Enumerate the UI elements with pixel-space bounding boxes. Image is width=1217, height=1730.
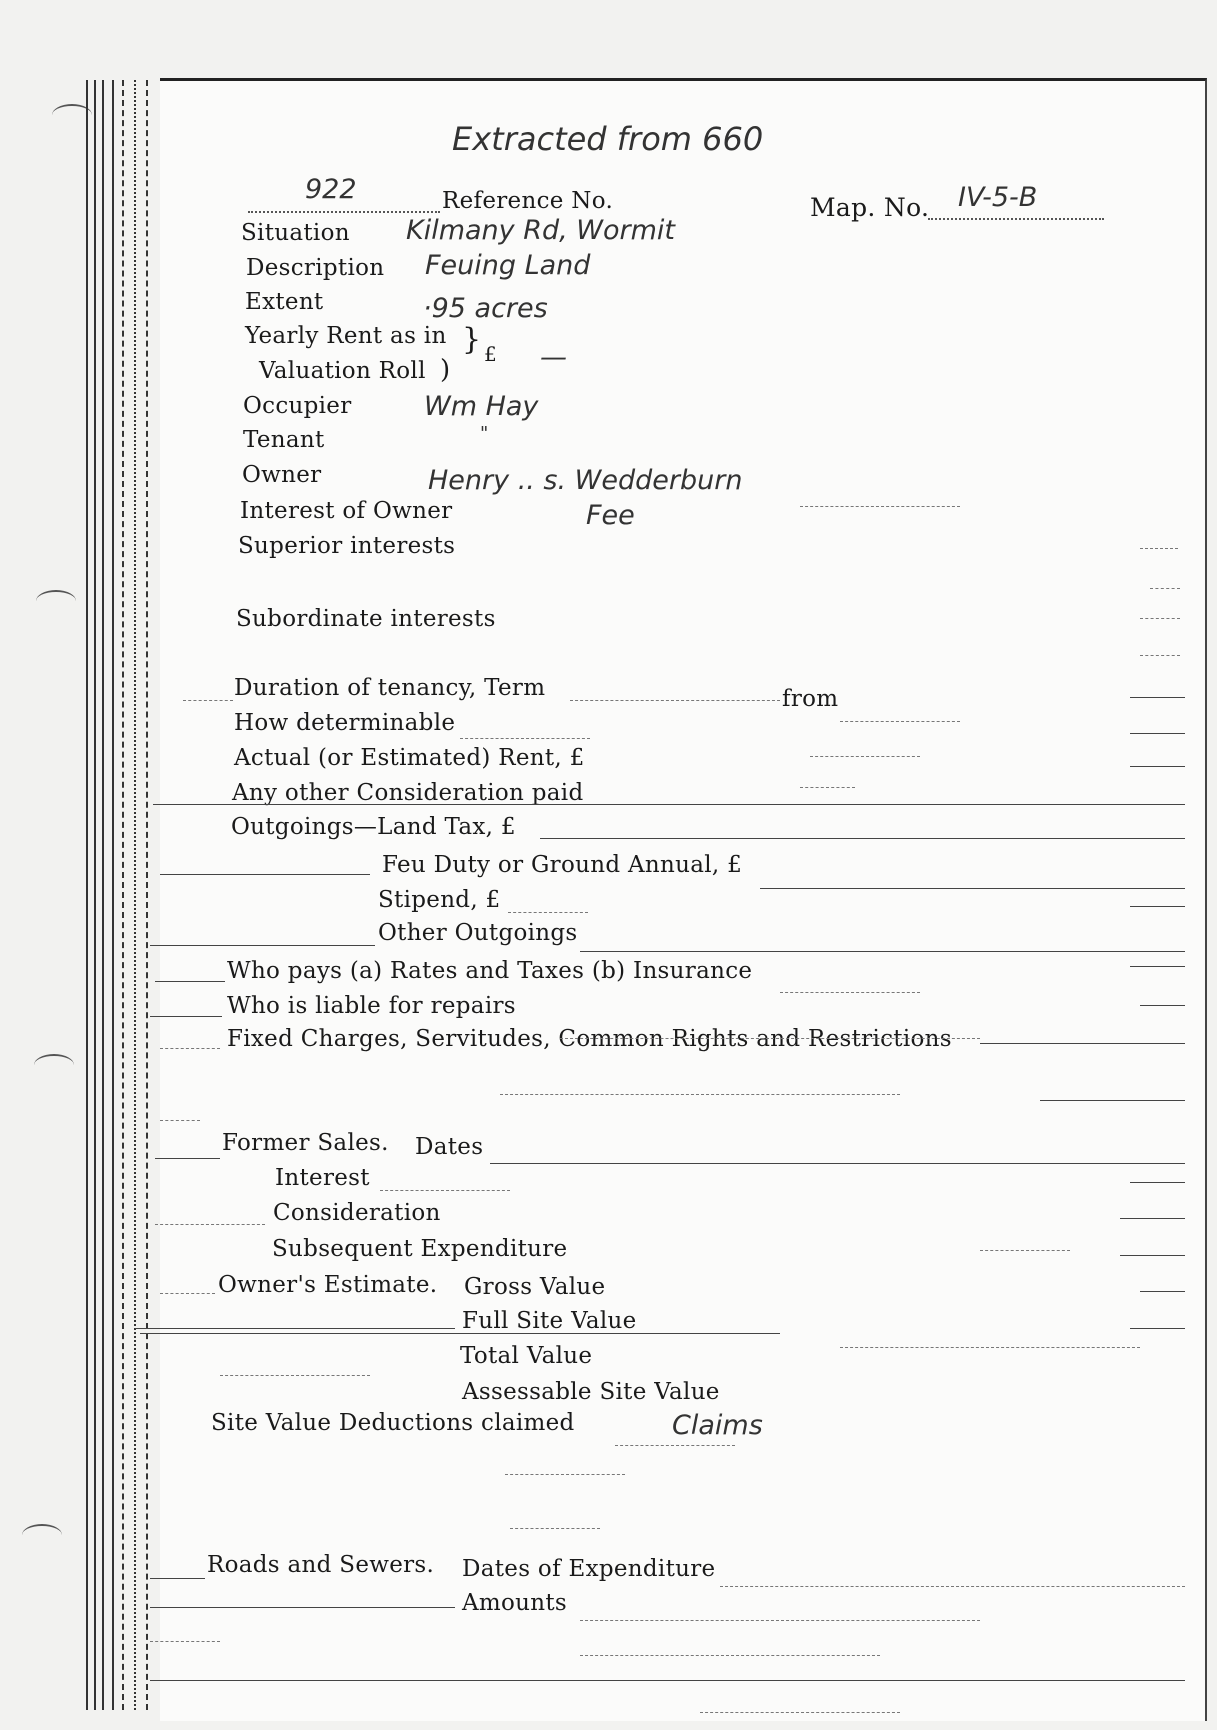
entry-line <box>760 888 1185 889</box>
description-label: Description <box>246 255 385 281</box>
entry-line <box>1130 1182 1185 1183</box>
entry-line <box>1140 548 1178 549</box>
entry-line <box>800 787 855 788</box>
entry-line <box>508 912 588 913</box>
actual-rent-label: Actual (or Estimated) Rent, £ <box>234 745 585 771</box>
entry-line <box>1140 655 1180 656</box>
entry-line <box>153 804 1185 805</box>
amounts-label: Amounts <box>462 1590 568 1616</box>
entry-line <box>1130 733 1185 734</box>
duration-from-label: from <box>782 686 839 712</box>
entry-line <box>1140 618 1180 619</box>
roads-dates-label: Dates of Expenditure <box>462 1556 716 1582</box>
extent-value: ·95 acres <box>423 293 548 324</box>
fixed-charges-label: Fixed Charges, Servitudes, Common Rights and Restrictions <box>227 1026 952 1052</box>
entry-line <box>1140 1005 1185 1006</box>
entry-line <box>780 992 920 993</box>
entry-line <box>150 945 375 946</box>
entry-line <box>160 1293 215 1294</box>
entry-line <box>1130 966 1185 967</box>
punch-hole-mark <box>22 1524 62 1546</box>
entry-line <box>1040 1100 1185 1101</box>
entry-line <box>570 700 780 701</box>
entry-line <box>980 1250 1070 1251</box>
stipend-label: Stipend, £ <box>378 887 501 913</box>
site-value-deductions-label: Site Value Deductions claimed <box>211 1410 575 1436</box>
occupier-value: Wm Hay <box>424 391 539 422</box>
entry-line <box>580 951 1185 952</box>
extent-label: Extent <box>245 289 324 315</box>
entry-line <box>155 1224 265 1225</box>
interest-of-owner-value: Fee <box>586 500 635 531</box>
situation-label: Situation <box>241 220 350 246</box>
entry-line <box>840 1347 1140 1348</box>
description-value: Feuing Land <box>425 250 591 281</box>
entry-line <box>500 1094 900 1095</box>
punch-hole-mark <box>34 1054 74 1076</box>
entry-line <box>160 874 370 875</box>
entry-line <box>1150 588 1180 589</box>
entry-line <box>800 506 960 507</box>
entry-line <box>150 1641 220 1642</box>
page-edge <box>112 80 114 1710</box>
roads-sewers-label: Roads and Sewers. <box>207 1552 435 1578</box>
entry-line <box>510 1528 600 1529</box>
entry-line <box>150 1016 222 1017</box>
reference-number-value: 922 <box>305 174 357 205</box>
gross-value-label: Gross Value <box>464 1274 606 1300</box>
brace-mark: ) <box>440 355 451 385</box>
entry-line <box>380 1190 510 1191</box>
map-number-value: IV-5-B <box>958 182 1038 213</box>
owner-label: Owner <box>242 462 322 488</box>
other-consideration-label: Any other Consideration paid <box>232 780 584 806</box>
page-edge <box>146 80 148 1710</box>
situation-value: Kilmany Rd, Wormit <box>406 215 675 246</box>
tenant-value: " <box>480 423 489 444</box>
entry-line <box>580 1655 880 1656</box>
assessable-site-value-label: Assessable Site Value <box>462 1379 720 1405</box>
entry-line <box>1130 766 1185 767</box>
yearly-rent-value: — <box>540 342 567 373</box>
tenant-label: Tenant <box>243 427 325 453</box>
entry-line <box>1130 697 1185 698</box>
yearly-rent-label: Yearly Rent as in <box>245 323 447 349</box>
reference-number-label: Reference No. <box>442 188 614 214</box>
entry-line <box>720 1586 1185 1587</box>
repairs-label: Who is liable for repairs <box>227 993 516 1019</box>
who-pays-label: Who pays (a) Rates and Taxes (b) Insurance <box>227 958 753 984</box>
consideration-label: Consideration <box>273 1200 441 1226</box>
map-dotted-line <box>928 218 1104 220</box>
owner-value: Henry .. s. Wedderburn <box>428 465 743 496</box>
total-value-label: Total Value <box>460 1343 593 1369</box>
map-number-label: Map. No. <box>810 193 930 222</box>
entry-line <box>150 1578 205 1579</box>
entry-line <box>1130 1328 1185 1329</box>
former-sales-label: Former Sales. <box>222 1130 389 1156</box>
yearly-rent-currency: £ <box>484 342 498 366</box>
entry-line <box>1130 906 1185 907</box>
entry-line <box>135 1328 455 1329</box>
entry-line <box>150 1680 1185 1681</box>
entry-line <box>220 1375 370 1376</box>
superior-interests-label: Superior interests <box>238 533 456 559</box>
page-edge <box>94 80 96 1710</box>
page-edge <box>134 80 136 1710</box>
entry-line <box>580 1620 980 1621</box>
valuation-roll-label: Valuation Roll <box>259 358 426 384</box>
entry-line <box>505 1474 625 1475</box>
page-edge <box>86 80 88 1710</box>
subordinate-interests-label: Subordinate interests <box>236 606 496 632</box>
entry-line <box>810 756 920 757</box>
entry-line <box>540 838 1185 839</box>
owners-estimate-label: Owner's Estimate. <box>218 1272 438 1298</box>
entry-line <box>490 1163 1185 1164</box>
page-edge <box>122 80 124 1710</box>
entry-line <box>980 1043 1185 1044</box>
entry-line <box>160 1048 220 1049</box>
entry-line <box>560 1038 980 1039</box>
interest-label: Interest <box>275 1165 370 1191</box>
feu-duty-label: Feu Duty or Ground Annual, £ <box>382 852 743 878</box>
page-edge <box>102 80 104 1710</box>
entry-line <box>840 721 960 722</box>
entry-line <box>700 1712 900 1713</box>
how-determinable-label: How determinable <box>234 710 456 736</box>
outgoings-land-tax-label: Outgoings—Land Tax, £ <box>231 814 516 840</box>
site-value-deductions-value: Claims <box>672 1410 763 1441</box>
entry-line <box>140 1333 780 1334</box>
entry-line <box>155 1158 220 1159</box>
entry-line <box>150 1607 455 1608</box>
occupier-label: Occupier <box>243 393 352 419</box>
full-site-value-label: Full Site Value <box>462 1308 637 1334</box>
entry-line <box>615 1445 735 1446</box>
interest-of-owner-label: Interest of Owner <box>240 498 453 524</box>
brace-mark: } <box>462 322 482 357</box>
entry-line <box>155 981 225 982</box>
duration-label: Duration of tenancy, Term <box>234 675 546 701</box>
entry-line <box>160 1120 200 1121</box>
entry-line <box>183 700 233 701</box>
former-sales-dates-label: Dates <box>415 1134 484 1160</box>
entry-line <box>1120 1255 1185 1256</box>
entry-line <box>1120 1218 1185 1219</box>
other-outgoings-label: Other Outgoings <box>378 920 578 946</box>
punch-hole-mark <box>36 590 76 612</box>
subsequent-expenditure-label: Subsequent Expenditure <box>272 1236 568 1262</box>
entry-line <box>460 738 590 739</box>
reference-dotted-line <box>248 211 440 213</box>
entry-line <box>1140 1291 1185 1292</box>
extract-note: Extracted from 660 <box>452 120 764 158</box>
